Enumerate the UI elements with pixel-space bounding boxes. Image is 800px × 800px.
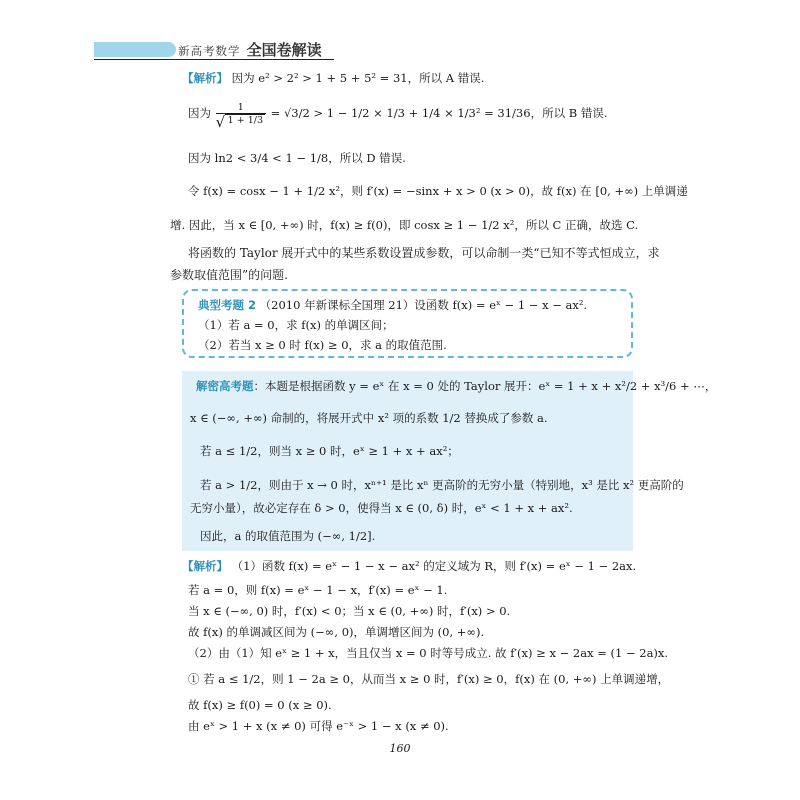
analysis1-line5: 增. 因此，当 x ∈ [0, +∞) 时，f(x) ≥ f(0)，即 cosx ≥ 1 − 1/2 x²，所以 C 正确，故选 C. xyxy=(170,218,639,232)
paragraph-line2: 参数取值范围”的问题. xyxy=(170,268,288,282)
decode-line2: x ∈ (−∞, +∞) 命制的，将展开式中 x² 项的系数 1/2 替换成了参数 a. xyxy=(190,411,548,425)
example-label: 典型考题 2 xyxy=(198,298,257,312)
decode-line3: 若 a ≤ 1/2，则当 x ≥ 0 时，eˣ ≥ 1 + x + ax²； xyxy=(200,444,459,458)
decode-label: 解密高考题 xyxy=(196,379,254,393)
decode-line6: 因此，a 的取值范围为 (−∞, 1/2]. xyxy=(200,529,376,543)
analysis2-label: 【解析】 xyxy=(182,559,228,573)
decode-text1: ：本题是根据函数 y = eˣ 在 x = 0 处的 Taylor 展开：eˣ = 1 + x + x²/2 + x³/6 + ⋯， xyxy=(253,379,717,393)
decode-box xyxy=(182,371,633,551)
decode-line1 xyxy=(196,378,716,394)
header-title: 全国卷解读 xyxy=(246,41,322,59)
page-number: 160 xyxy=(389,742,411,755)
analysis1-line1 xyxy=(182,70,484,86)
decode-line5: 无穷小量），故必定存在 δ > 0，使得当 x ∈ (0, δ) 时，eˣ < 1 + x + ax². xyxy=(190,501,573,515)
example-q2: （2）若当 x ≥ 0 时 f(x) ≥ 0，求 a 的取值范围. xyxy=(198,338,447,352)
example-intro-line xyxy=(198,297,587,313)
nested-fraction xyxy=(215,102,266,131)
running-header xyxy=(178,39,322,60)
analysis1-lead2: 因为 xyxy=(188,106,211,120)
analysis2-line7: 故 f(x) ≥ f(0) = 0 (x ≥ 0). xyxy=(188,698,332,712)
nested-fraction-den-wrap xyxy=(215,113,266,131)
analysis2-line1 xyxy=(182,558,636,574)
analysis1-line2 xyxy=(188,98,608,131)
analysis2-line8: 由 eˣ > 1 + x (x ≠ 0) 可得 e⁻ˣ > 1 − x (x ≠ 0). xyxy=(188,719,449,733)
example-intro: （2010 年新课标全国理 21）设函数 f(x) = eˣ − 1 − x − ax². xyxy=(259,298,588,312)
example-q1: （1）若 a = 0，求 f(x) 的单调区间； xyxy=(198,318,394,332)
analysis1-text2: = √3/2 > 1 − 1/2 × 1/3 + 1/4 × 1/3² = 31/36，所以 B 错误. xyxy=(270,106,608,120)
analysis2-line6: ① 若 a ≤ 1/2，则 1 − 2a ≥ 0，从而当 x ≥ 0 时，f′(x) ≥ 0，f(x) 在 (0, +∞) 上单调递增， xyxy=(188,672,670,686)
analysis2-line5: （2）由（1）知 eˣ ≥ 1 + x，当且仅当 x = 0 时等号成立. 故 f′(x) ≥ x − 2ax = (1 − 2a)x. xyxy=(188,646,669,660)
sqrt-expression xyxy=(215,113,265,131)
decode-line4: 若 a > 1/2，则由于 x → 0 时，xⁿ⁺¹ 是比 xⁿ 更高阶的无穷小量（特别地，x³ 是比 x² 更高阶的 xyxy=(200,478,684,492)
paragraph-line1: 将函数的 Taylor 展开式中的某些系数设置成参数，可以命制一类“已知不等式恒成立，求 xyxy=(188,246,660,260)
header-accent-bar xyxy=(94,42,176,57)
header-series: 新高考数学 xyxy=(178,44,241,58)
analysis1-line3: 因为 ln2 < 3/4 < 1 − 1/8，所以 D 错误. xyxy=(188,151,406,165)
sqrt-sign: √ xyxy=(215,113,226,131)
analysis2-text1: （1）函数 f(x) = eˣ − 1 − x − ax² 的定义域为 R，则 f′(x) = eˣ − 1 − 2ax. xyxy=(231,559,637,573)
header-rule xyxy=(94,59,334,60)
analysis1-text1: 因为 e² > 2² > 1 + 5 + 5² = 31，所以 A 错误. xyxy=(231,71,485,85)
analysis2-line2: 若 a = 0，则 f(x) = eˣ − 1 − x，f′(x) = eˣ − 1. xyxy=(188,583,448,597)
analysis2-line4: 故 f(x) 的单调减区间为 (−∞, 0)，单调增区间为 (0, +∞). xyxy=(188,625,485,639)
analysis1-line4: 令 f(x) = cosx − 1 + 1/2 x²，则 f′(x) = −sinx + x > 0 (x > 0)，故 f(x) 在 [0, +∞) 上单调递 xyxy=(188,184,688,198)
analysis1-label: 【解析】 xyxy=(182,71,228,85)
nested-fraction-den: 1 + 1/3 xyxy=(227,115,263,126)
nested-fraction-num: 1 xyxy=(216,102,266,114)
analysis2-line3: 当 x ∈ (−∞, 0) 时，f′(x) < 0；当 x ∈ (0, +∞) 时，f′(x) > 0. xyxy=(188,604,511,618)
